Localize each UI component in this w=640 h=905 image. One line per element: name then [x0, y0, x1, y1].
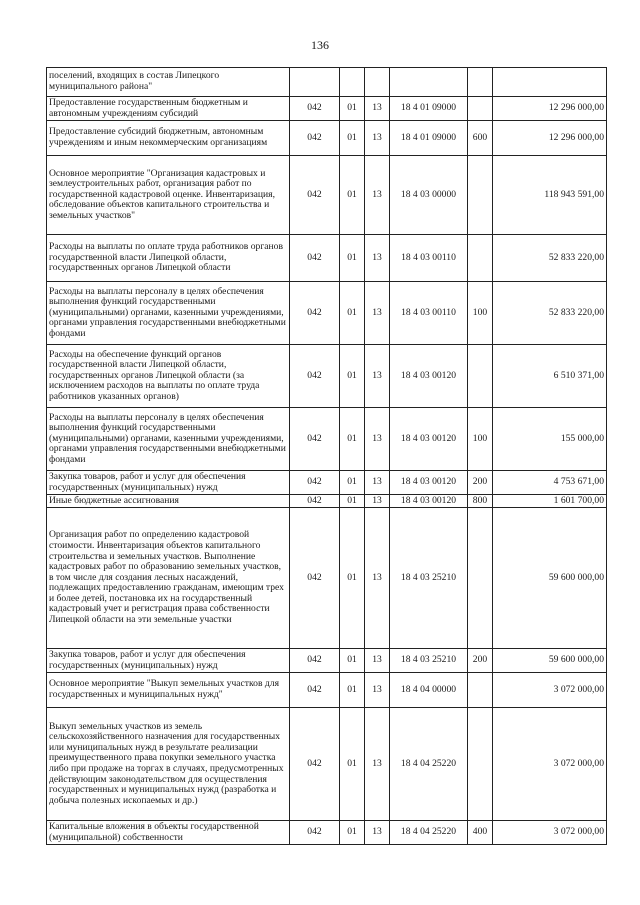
row-name: Расходы на выплаты персоналу в целях обеспечения выполнения функций государственными (муниципальными) органами, казенными учреждениями, органами управления государственными внебюджетными фондами [47, 282, 290, 345]
section-code: 01 [340, 345, 365, 408]
amount: 4 753 671,00 [493, 471, 607, 495]
expense-type-code: 800 [468, 495, 493, 508]
target-code: 18 4 03 25210 [390, 649, 468, 673]
ministry-code: 042 [290, 282, 340, 345]
amount: 155 000,00 [493, 408, 607, 471]
target-code [390, 68, 468, 97]
subsection-code: 13 [365, 471, 390, 495]
section-code: 01 [340, 121, 365, 156]
expense-type-code [468, 708, 493, 821]
row-name: Предоставление государственным бюджетным и автономным учреждениям субсидий [47, 97, 290, 121]
amount: 3 072 000,00 [493, 821, 607, 845]
subsection-code: 13 [365, 708, 390, 821]
ministry-code: 042 [290, 495, 340, 508]
section-code: 01 [340, 235, 365, 282]
row-name: Расходы на выплаты персоналу в целях обеспечения выполнения функций государственными (муниципальными) органами, казенными учреждениями, органами управления государственными внебюджетными фондами [47, 408, 290, 471]
expense-type-code [468, 68, 493, 97]
table-row [47, 345, 607, 408]
ministry-code: 042 [290, 156, 340, 235]
expense-type-code [468, 673, 493, 708]
subsection-code: 13 [365, 121, 390, 156]
row-name: поселений, входящих в состав Липецкого муниципального района" [47, 68, 290, 97]
section-code: 01 [340, 649, 365, 673]
subsection-code: 13 [365, 508, 390, 649]
subsection-code: 13 [365, 673, 390, 708]
budget-table [46, 67, 607, 845]
section-code: 01 [340, 97, 365, 121]
expense-type-code [468, 345, 493, 408]
amount [493, 68, 607, 97]
table-row [47, 121, 607, 156]
amount: 59 600 000,00 [493, 649, 607, 673]
row-name: Закупка товаров, работ и услуг для обеспечения государственных (муниципальных) нужд [47, 471, 290, 495]
section-code: 01 [340, 408, 365, 471]
ministry-code: 042 [290, 508, 340, 649]
table-row [47, 821, 607, 845]
section-code: 01 [340, 156, 365, 235]
ministry-code: 042 [290, 649, 340, 673]
target-code: 18 4 03 00120 [390, 471, 468, 495]
ministry-code: 042 [290, 97, 340, 121]
section-code [340, 68, 365, 97]
target-code: 18 4 03 00120 [390, 495, 468, 508]
subsection-code: 13 [365, 282, 390, 345]
table-row [47, 408, 607, 471]
expense-type-code [468, 156, 493, 235]
expense-type-code: 100 [468, 282, 493, 345]
amount: 3 072 000,00 [493, 708, 607, 821]
page-number: 136 [311, 38, 329, 52]
amount: 1 601 700,00 [493, 495, 607, 508]
table-row [47, 97, 607, 121]
amount: 59 600 000,00 [493, 508, 607, 649]
row-name: Основное мероприятие "Организация кадастровых и землеустроительных работ, организация работ по государственной кадастровой оценке. Инвентаризация, обследование объектов капитального строительства и земельных участков" [47, 156, 290, 235]
subsection-code: 13 [365, 156, 390, 235]
expense-type-code: 200 [468, 649, 493, 673]
section-code: 01 [340, 282, 365, 345]
ministry-code [290, 68, 340, 97]
target-code: 18 4 04 25220 [390, 708, 468, 821]
subsection-code: 13 [365, 408, 390, 471]
row-name: Основное мероприятие "Выкуп земельных участков для государственных и муниципальных нужд" [47, 673, 290, 708]
row-name: Предоставление субсидий бюджетным, автономным учреждениям и иным некоммерческим организациям [47, 121, 290, 156]
expense-type-code: 600 [468, 121, 493, 156]
section-code: 01 [340, 471, 365, 495]
row-name: Капитальные вложения в объекты государственной (муниципальной) собственности [47, 821, 290, 845]
ministry-code: 042 [290, 345, 340, 408]
row-name: Расходы на выплаты по оплате труда работников органов государственной власти Липецкой области, государственных органов Липецкой области [47, 235, 290, 282]
expense-type-code: 200 [468, 471, 493, 495]
row-name: Расходы на обеспечение функций органов государственной власти Липецкой области, государственных органов Липецкой области (за исключением расходов на выплаты по оплате труда работников указанных органов) [47, 345, 290, 408]
ministry-code: 042 [290, 408, 340, 471]
ministry-code: 042 [290, 471, 340, 495]
table-row [47, 673, 607, 708]
row-name: Выкуп земельных участков из земель сельскохозяйственного назначения для государственных или муниципальных нужд в результате реализации преимущественного права покупки земельного участка либо при продаже на торгах в случаях, предусмотренных действующим законодательством для осуществления государственных и муниципальных нужд (разработка и добыча полезных ископаемых и др.) [47, 708, 290, 821]
row-name: Иные бюджетные ассигнования [47, 495, 290, 508]
ministry-code: 042 [290, 708, 340, 821]
subsection-code: 13 [365, 345, 390, 408]
target-code: 18 4 03 00000 [390, 156, 468, 235]
expense-type-code: 100 [468, 408, 493, 471]
subsection-code: 13 [365, 97, 390, 121]
target-code: 18 4 03 00120 [390, 408, 468, 471]
amount: 52 833 220,00 [493, 282, 607, 345]
table-row [47, 649, 607, 673]
row-name: Закупка товаров, работ и услуг для обеспечения государственных (муниципальных) нужд [47, 649, 290, 673]
table-row [47, 471, 607, 495]
table-row [47, 235, 607, 282]
table-row [47, 282, 607, 345]
section-code: 01 [340, 495, 365, 508]
table-row [47, 508, 607, 649]
amount: 3 072 000,00 [493, 673, 607, 708]
subsection-code: 13 [365, 235, 390, 282]
expense-type-code [468, 508, 493, 649]
target-code: 18 4 03 00110 [390, 235, 468, 282]
amount: 12 296 000,00 [493, 121, 607, 156]
table-row [47, 708, 607, 821]
subsection-code [365, 68, 390, 97]
expense-type-code: 400 [468, 821, 493, 845]
ministry-code: 042 [290, 821, 340, 845]
table-row [47, 68, 607, 97]
section-code: 01 [340, 708, 365, 821]
target-code: 18 4 04 25220 [390, 821, 468, 845]
target-code: 18 4 01 09000 [390, 121, 468, 156]
expense-type-code [468, 235, 493, 282]
ministry-code: 042 [290, 673, 340, 708]
ministry-code: 042 [290, 235, 340, 282]
expense-type-code [468, 97, 493, 121]
table-row [47, 495, 607, 508]
ministry-code: 042 [290, 121, 340, 156]
section-code: 01 [340, 821, 365, 845]
amount: 118 943 591,00 [493, 156, 607, 235]
amount: 52 833 220,00 [493, 235, 607, 282]
subsection-code: 13 [365, 821, 390, 845]
row-name: Организация работ по определению кадастровой стоимости. Инвентаризация объектов капитального строительства и земельных участков. Выполнение кадастровых работ по образованию земельных участков, в том числе для создания лесных насаждений, подлежащих предоставлению гражданам, имеющим трех и более детей, постановка их на государственный кадастровый учет и регистрация права собственности Липецкой области на эти земельные участки [47, 508, 290, 649]
amount: 12 296 000,00 [493, 97, 607, 121]
subsection-code: 13 [365, 495, 390, 508]
target-code: 18 4 01 09000 [390, 97, 468, 121]
target-code: 18 4 03 00110 [390, 282, 468, 345]
section-code: 01 [340, 508, 365, 649]
target-code: 18 4 03 25210 [390, 508, 468, 649]
table-row [47, 156, 607, 235]
subsection-code: 13 [365, 649, 390, 673]
target-code: 18 4 03 00120 [390, 345, 468, 408]
target-code: 18 4 04 00000 [390, 673, 468, 708]
section-code: 01 [340, 673, 365, 708]
amount: 6 510 371,00 [493, 345, 607, 408]
